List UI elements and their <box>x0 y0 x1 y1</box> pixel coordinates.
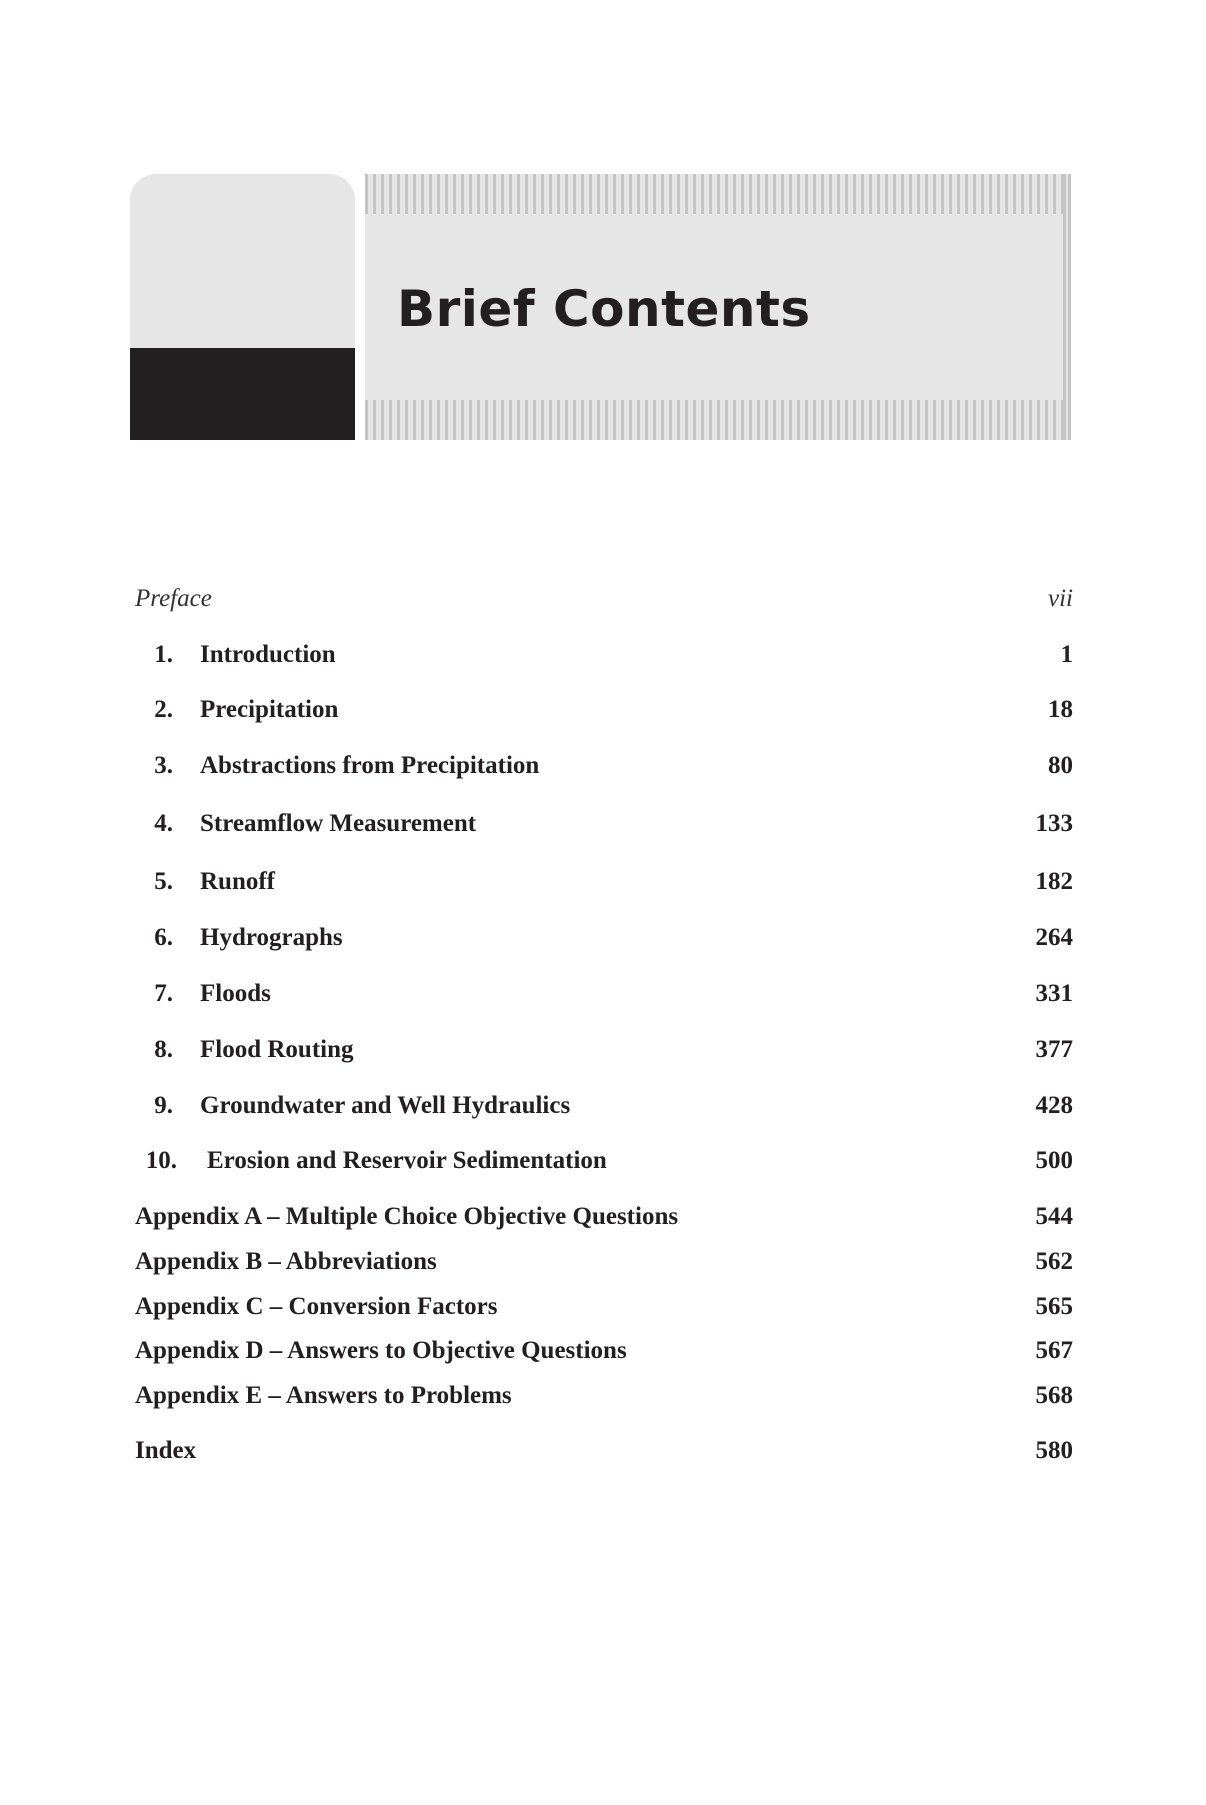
toc-appendix-title: Appendix C – Conversion Factors <box>135 1293 498 1320</box>
toc-chapter-title: Precipitation <box>200 696 339 723</box>
toc-chapter-title: Floods <box>200 980 271 1007</box>
toc-entry-page: 580 <box>1035 1437 1073 1464</box>
toc-chapter-title: Erosion and Reservoir Sedimentation <box>207 1147 607 1174</box>
toc-entry-label: Preface <box>135 585 212 612</box>
toc-chapter-4[interactable] <box>135 808 1073 840</box>
toc-appendix-page: 562 <box>1035 1248 1073 1275</box>
toc-appendix-b[interactable] <box>135 1246 1073 1278</box>
toc-chapter-8[interactable] <box>135 1034 1073 1066</box>
toc-chapter-number: 1. <box>154 641 173 668</box>
toc-chapter-1[interactable] <box>135 639 1073 671</box>
toc-chapter-3[interactable] <box>135 750 1073 782</box>
toc-appendix-title: Appendix A – Multiple Choice Objective Questions <box>135 1203 679 1230</box>
toc-appendix-title: Appendix D – Answers to Objective Questions <box>135 1337 627 1364</box>
toc-chapter-5[interactable] <box>135 866 1073 898</box>
toc-entry-index[interactable] <box>135 1435 1073 1467</box>
toc-chapter-page: 428 <box>1035 1092 1073 1119</box>
toc-chapter-page: 182 <box>1035 868 1073 895</box>
toc-appendix-page: 565 <box>1035 1293 1073 1320</box>
toc-chapter-page: 331 <box>1035 980 1073 1007</box>
toc-chapter-page: 80 <box>1048 752 1073 779</box>
toc-chapter-number: 6. <box>154 924 173 951</box>
toc-appendix-d[interactable] <box>135 1335 1073 1367</box>
toc-chapter-number: 7. <box>154 980 173 1007</box>
toc-chapter-title: Groundwater and Well Hydraulics <box>200 1092 571 1119</box>
toc-chapter-2[interactable] <box>135 694 1073 726</box>
toc-appendix-page: 544 <box>1035 1203 1073 1230</box>
toc-chapter-7[interactable] <box>135 978 1073 1010</box>
toc-chapter-9[interactable] <box>135 1090 1073 1122</box>
toc-entry-preface[interactable] <box>135 583 1073 615</box>
toc-chapter-page: 500 <box>1035 1147 1073 1174</box>
toc-appendix-page: 568 <box>1035 1382 1073 1409</box>
toc-chapter-number: 3. <box>154 752 173 779</box>
toc-chapter-number: 5. <box>154 868 173 895</box>
toc-chapter-number: 8. <box>154 1036 173 1063</box>
toc-appendix-e[interactable] <box>135 1380 1073 1412</box>
toc-chapter-number: 10. <box>145 1147 177 1174</box>
toc-chapter-page: 1 <box>1060 641 1073 668</box>
toc-chapter-page: 18 <box>1048 696 1073 723</box>
toc-entry-page: vii <box>1048 585 1073 612</box>
toc-chapter-title: Streamflow Measurement <box>200 810 477 837</box>
toc-chapter-page: 133 <box>1035 810 1073 837</box>
toc-chapter-page: 264 <box>1035 924 1073 951</box>
toc-chapter-number: 9. <box>154 1092 173 1119</box>
toc-chapter-title: Flood Routing <box>200 1036 354 1063</box>
toc-appendix-title: Appendix E – Answers to Problems <box>135 1382 512 1409</box>
toc-chapter-title: Hydrographs <box>200 924 343 951</box>
toc-chapter-10[interactable] <box>135 1145 1073 1177</box>
toc-chapter-6[interactable] <box>135 922 1073 954</box>
page-title: Brief Contents <box>397 280 811 338</box>
toc-appendix-c[interactable] <box>135 1291 1073 1323</box>
toc-appendix-a[interactable] <box>135 1201 1073 1233</box>
toc-chapter-title: Runoff <box>200 868 276 895</box>
toc-chapter-page: 377 <box>1035 1036 1073 1063</box>
toc-chapter-number: 4. <box>154 810 173 837</box>
toc-entry-label: Index <box>135 1437 197 1464</box>
toc-appendix-title: Appendix B – Abbreviations <box>135 1248 437 1275</box>
toc-chapter-title: Abstractions from Precipitation <box>200 752 540 779</box>
toc-appendix-page: 567 <box>1035 1337 1073 1364</box>
toc-chapter-number: 2. <box>154 696 173 723</box>
toc-chapter-title: Introduction <box>200 641 336 668</box>
